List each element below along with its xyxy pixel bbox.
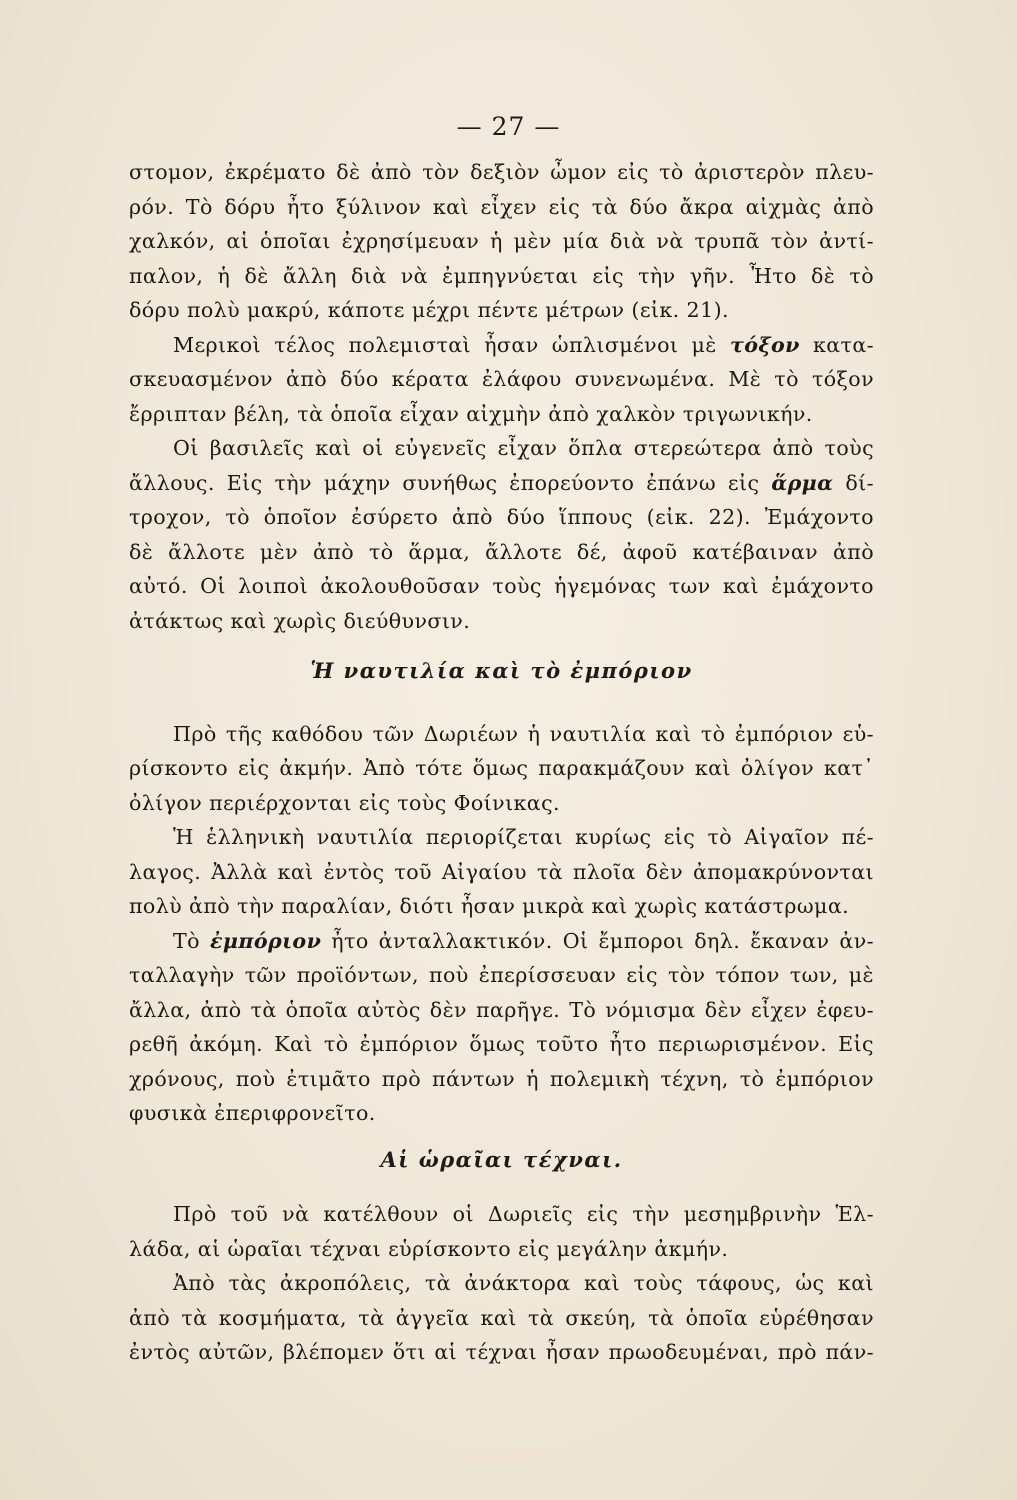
paragraph-aegean — [129, 820, 874, 924]
text-line: ἔρριπταν βέλη, τὰ ὁποῖα εἶχαν αἰχμὴν ἀπὸ χαλκὸν τριγωνικήν. — [129, 401, 813, 426]
text-segment: κατα- — [812, 332, 875, 357]
text-line: παλον, ἡ δὲ ἄλλη διὰ νὰ ἐμπηγνύεται εἰς τὴν γῆν. Ἦτο δὲ τὸ — [129, 263, 874, 288]
text-line: δὲ ἄλλοτε μὲν ἀπὸ τὸ ἅρμα, ἄλλοτε δέ, ἀφοῦ κατέβαιναν ἀπὸ — [129, 539, 874, 564]
paragraph-trade — [129, 924, 874, 1131]
paragraph-navigation — [129, 717, 874, 821]
text-line: στομον, ἐκρέματο δὲ ἀπὸ τὸν δεξιὸν ὦμον εἰς τὸ ἀριστερὸν πλευ- — [129, 160, 874, 184]
text-line: Ἀπὸ τὰς ἀκροπόλεις, τὰ ἀνάκτορα καὶ τοὺς τάφους, ὡς καὶ — [173, 1271, 874, 1295]
text-line: ρόν. Τὸ δόρυ ἦτο ξύλινον καὶ εἶχεν εἰς τὰ δύο ἄκρα αἰχμὰς ἀπὸ — [129, 194, 874, 219]
text-line: ὀλίγον περιέρχονται εἰς τοὺς Φοίνικας. — [129, 790, 560, 815]
text-line: ἀτάκτως καὶ χωρὶς διεύθυνσιν. — [129, 608, 471, 633]
paragraph-acropolis — [129, 1266, 874, 1370]
paragraph-arts — [129, 1197, 874, 1266]
text-segment: Μερικοὶ τέλος πολεμισταὶ ἦσαν ὡπλισμένοι μὲ — [173, 332, 717, 357]
text-segment: ἦτο ἀνταλλακτικόν. Οἱ ἔμποροι δηλ. ἔκαναν ἀν- — [331, 928, 874, 953]
text-line: αὐτό. Οἱ λοιποὶ ἀκολουθοῦσαν τοὺς ἡγεμόνας των καὶ ἐμάχοντο — [129, 574, 874, 598]
text-line: Πρὸ τῆς καθόδου τῶν Δωριέων ἡ ναυτιλία καὶ τὸ ἐμπόριον εὑ- — [173, 721, 874, 746]
page-text — [129, 155, 874, 1370]
text-line: Οἱ βασιλεῖς καὶ οἱ εὐγενεῖς εἶχαν ὅπλα στερεώτερα ἀπὸ τοὺς — [173, 436, 874, 460]
text-line: Πρὸ τοῦ νὰ κατέλθουν οἱ Δωριεῖς εἰς τὴν μεσημβρινὴν Ἑλ- — [173, 1202, 874, 1226]
text-line: λαγος. Ἀλλὰ καὶ ἐντὸς τοῦ Αἰγαίου τὰ πλοῖα δὲν ἀπομακρύνονται — [129, 859, 874, 884]
text-line: Ἡ ἑλληνικὴ ναυτιλία περιορίζεται κυρίως εἰς τὸ Αἰγαῖον πέ- — [173, 825, 874, 849]
emphasis-term: ἐμπόριον — [209, 928, 322, 953]
text-line: τροχον, τὸ ὁποῖον ἐσύρετο ἀπὸ δύο ἵππους (εἰκ. 22). Ἐμάχοντο — [129, 505, 874, 529]
section-heading: Αἱ ὡραῖαι τέχναι. — [380, 1146, 623, 1172]
text-line: ταλλαγὴν τῶν προϊόντων, ποὺ ἐπερίσσευαν εἰς τὸν τόπον των, μὲ — [129, 963, 874, 987]
paragraph-chariot — [129, 431, 874, 638]
text-line: δόρυ πολὺ μακρύ, κάποτε μέχρι πέντε μέτρων (εἰκ. 21). — [129, 298, 729, 322]
emphasis-term: ἅρμα — [771, 470, 834, 495]
text-line: λάδα, αἱ ὡραῖαι τέχναι εὑρίσκοντο εἰς μεγάλην ἀκμήν. — [129, 1236, 729, 1261]
text-line: ἀπὸ τὰ κοσμήματα, τὰ ἀγγεῖα καὶ τὰ σκεύη, τὰ ὁποῖα εὑρέθησαν — [129, 1305, 874, 1330]
text-segment: Τὸ — [173, 928, 200, 953]
text-line: πολὺ ἀπὸ τὴν παραλίαν, διότι ἦσαν μικρὰ καὶ χωρὶς κατάστρωμα. — [129, 894, 850, 918]
text-line — [129, 328, 874, 363]
emphasis-term: τόξον — [729, 332, 800, 357]
text-line: σκευασμένον ἀπὸ δύο κέρατα ἐλάφου συνενωμένα. Μὲ τὸ τόξον — [129, 367, 874, 391]
text-line: χαλκόν, αἱ ὁποῖαι ἐχρησίμευαν ἡ μὲν μία διὰ νὰ τρυπᾶ τὸν ἀντί- — [129, 229, 874, 253]
text-line: χρόνους, ποὺ ἐτιμᾶτο πρὸ πάντων ἡ πολεμικὴ τέχνη, τὸ ἐμπόριον — [129, 1066, 874, 1091]
section-heading: Ἡ ναυτιλία καὶ τὸ ἐμπόριον — [310, 658, 693, 683]
text-segment: ἄλλους. Εἰς τὴν μάχην συνήθως ἐπορεύοντο ἐπάνω εἰς — [129, 470, 760, 495]
text-line: ἐντὸς αὐτῶν, βλέπομεν ὅτι αἱ τέχναι ἦσαν πρωοδευμέναι, πρὸ πάν- — [129, 1340, 874, 1364]
paragraph-bow — [129, 328, 874, 432]
paragraph-weapons — [129, 155, 874, 328]
text-segment: δί- — [845, 470, 874, 495]
text-line — [129, 924, 874, 959]
text-line: ρίσκοντο εἰς ἀκμήν. Ἀπὸ τότε ὅμως παρακμάζουν καὶ ὀλίγον κατ᾽ — [129, 756, 874, 780]
page-number: — 27 — — [456, 112, 561, 141]
text-line: ρεθῆ ἀκόμη. Καὶ τὸ ἐμπόριον ὅμως τοῦτο ἦτο περιωρισμένον. Εἰς — [129, 1032, 874, 1056]
text-line — [129, 466, 874, 501]
text-line: ἄλλα, ἀπὸ τὰ ὁποῖα αὐτὸς δὲν παρῆγε. Τὸ νόμισμα δὲν εἶχεν ἐφευ- — [129, 997, 874, 1022]
text-line: φυσικὰ ἐπεριφρονεῖτο. — [129, 1101, 376, 1125]
